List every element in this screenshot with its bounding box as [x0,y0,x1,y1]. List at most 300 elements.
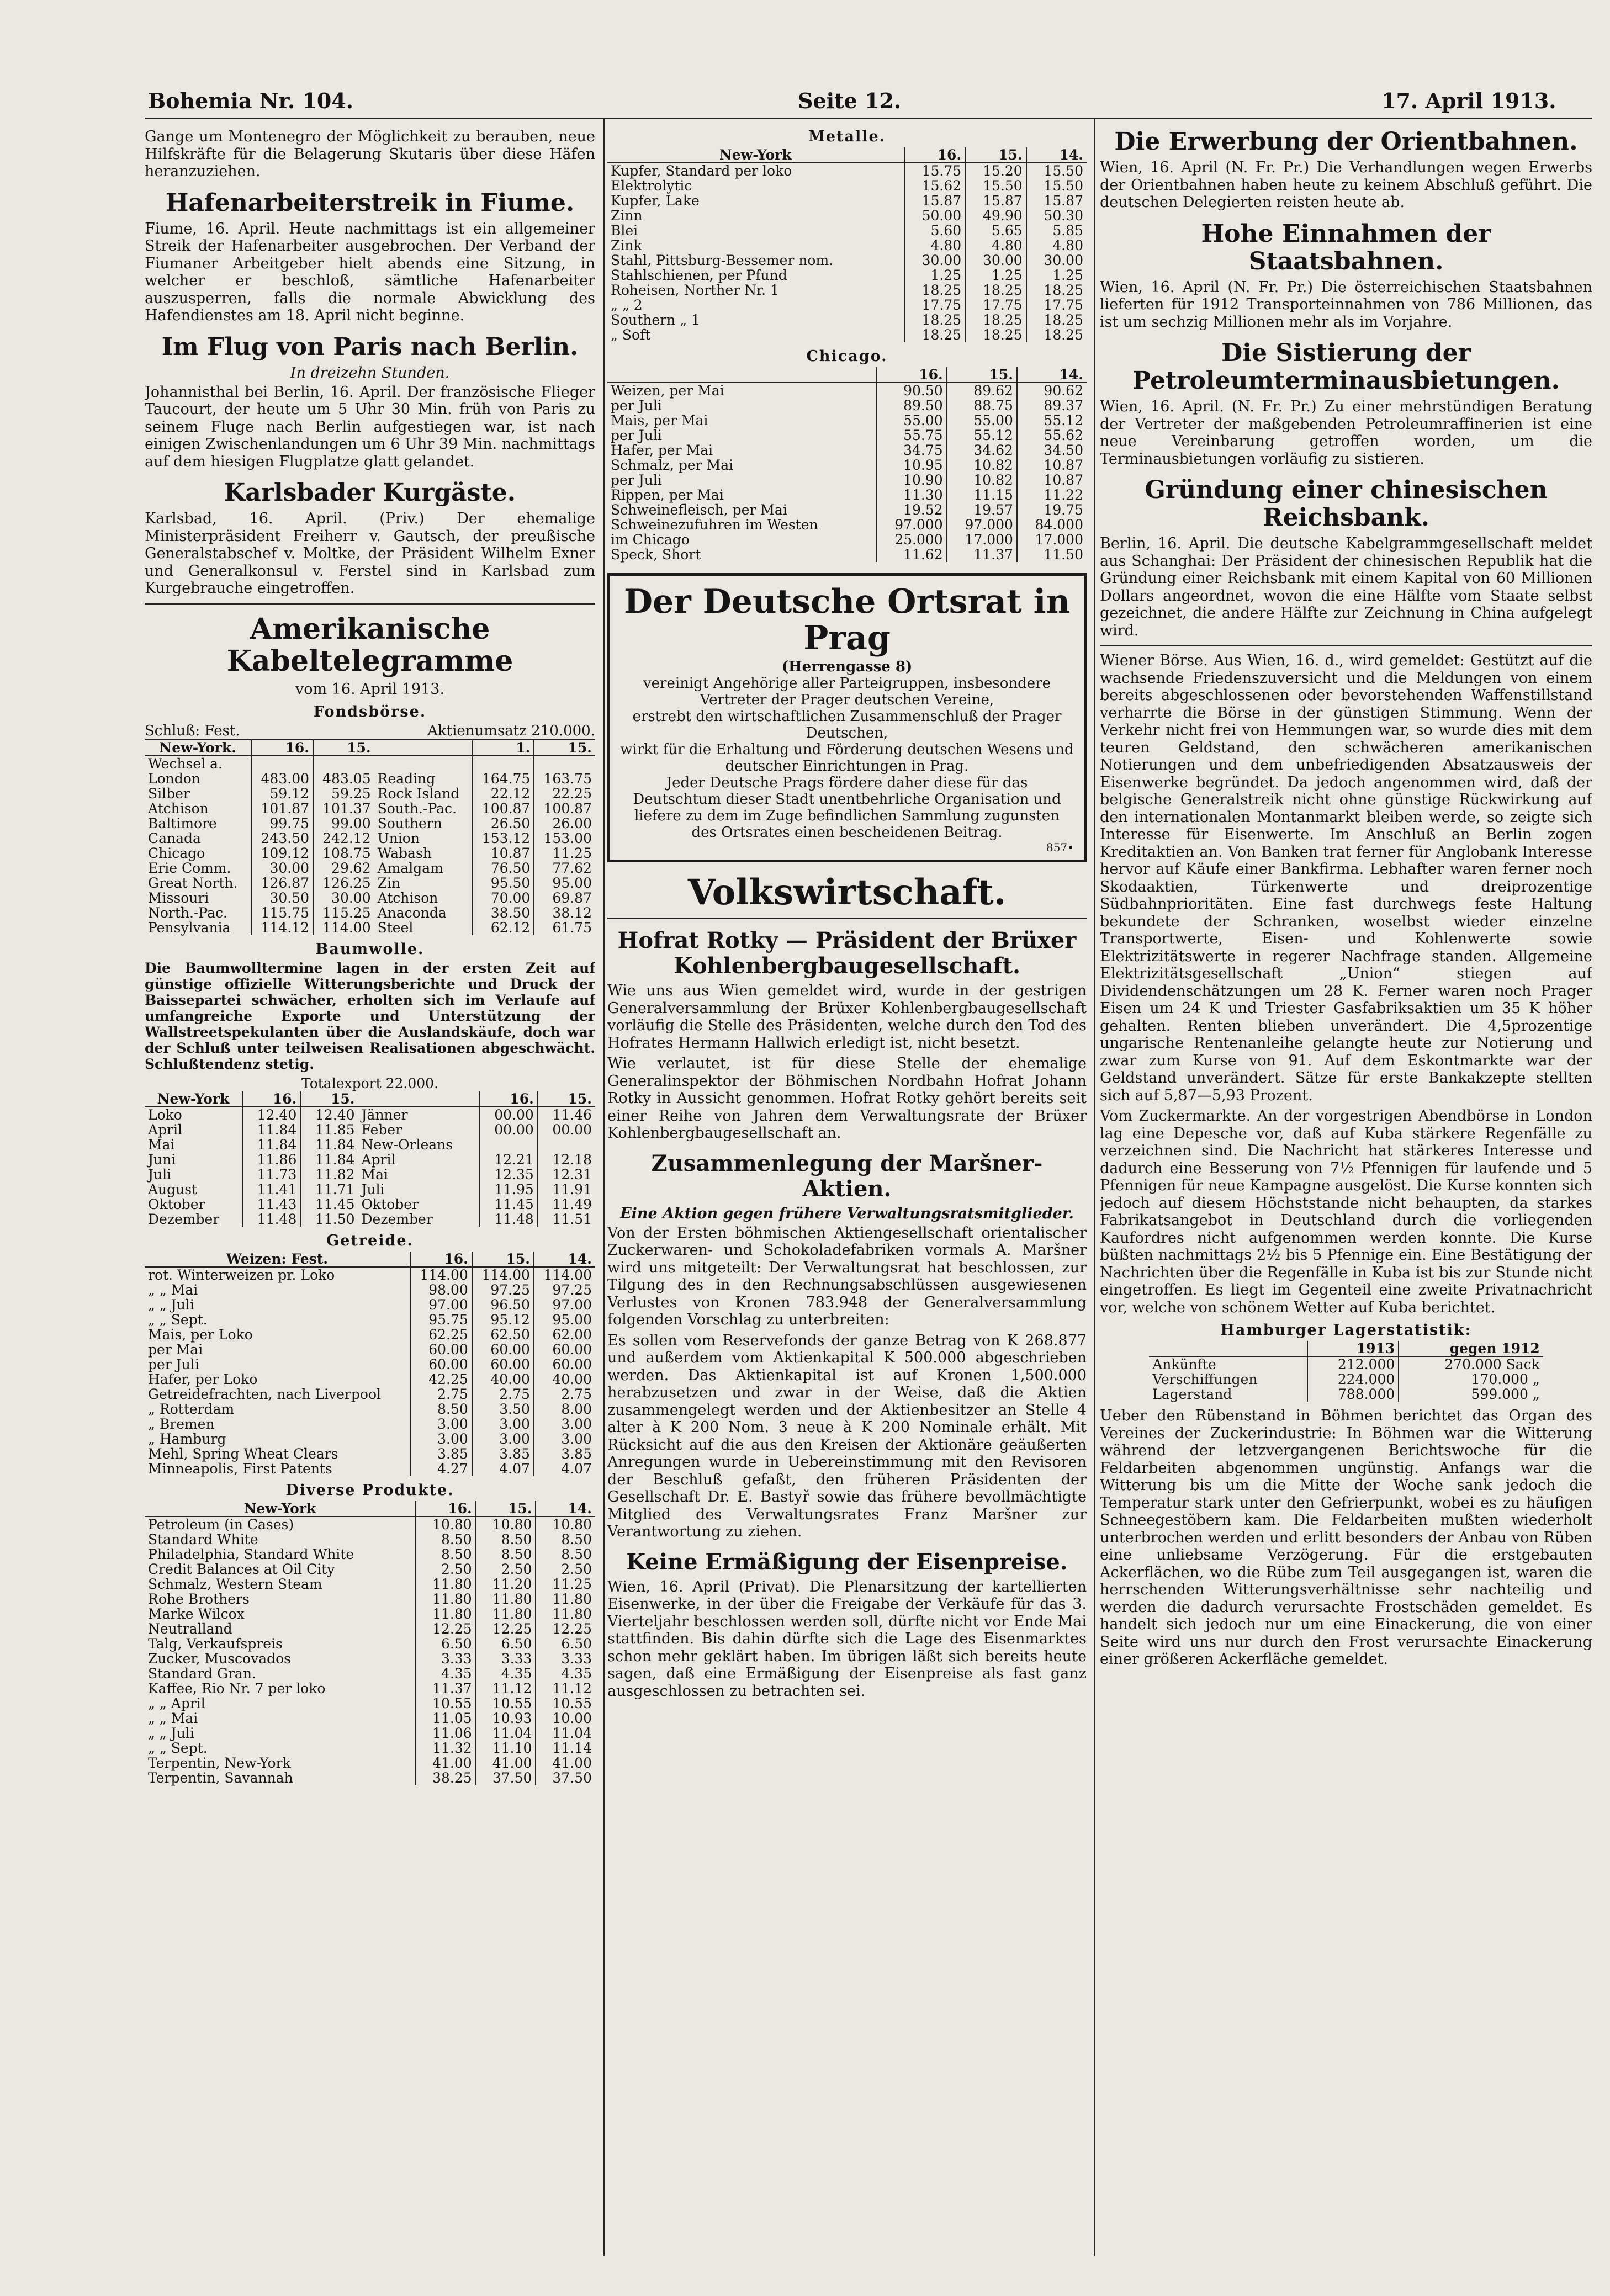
table-cell: 96.50 [472,1297,534,1312]
grain-table [145,1252,595,1476]
table-cell: Philadelphia, Standard White [148,1546,354,1562]
table-cell: 61.75 [534,920,595,935]
article-title-petroleum: Die Sistierung der Petroleumterminausbietungen. [1132,339,1560,395]
article-text-flug: Johannisthal bei Berlin, 16. April. Der französische Flieger Taucourt, der heute um 5 Uhr 30 Min. früh von Paris zu seinem Fluge nach Berlin aufgestiegen war, ist nach einigen Zwischenlandungen um 6 Uhr 39 Min. nachmittags auf dem hiesigen Flugplatze glatt gelandet. [145,383,595,470]
table-row [607,268,1087,283]
table-header-cell: 15. [965,147,1026,163]
table-cell: 12.40 [300,1107,358,1122]
kabel-umsatz: Aktienumsatz 210.000. [427,722,595,739]
table-cell [473,756,534,771]
table-cell: 5.85 [1026,223,1087,238]
table-cell: per Juli [611,472,662,488]
table-cell: 153.00 [534,831,595,846]
table-cell: 30.00 [965,253,1026,268]
table-cell: Schweinezufuhren im Westen [611,517,818,533]
header-rule [145,118,1592,119]
cotton-export: Totalexport 22.000. [301,1075,439,1091]
table-cell: Verschiffungen [1152,1371,1258,1387]
table-row [145,1431,595,1446]
table-cell: 101.37 [313,801,374,816]
section-rule [145,603,595,605]
table-row [145,1267,595,1282]
table-cell: 18.25 [1026,327,1087,342]
table-cell: 59.12 [251,786,313,801]
table-cell: 11.86 [242,1152,300,1167]
table-cell: Mai [361,1166,389,1183]
table-cell: 10.95 [876,458,946,473]
article-title-fiume: Hafenarbeiterstreik in Fiume. [165,188,575,217]
table-cell: 11.48 [242,1212,300,1227]
table-cell: 3.00 [534,1431,595,1446]
table-cell: 3.00 [472,1417,534,1431]
ortsrat-text-4: Jeder Deutsche Prags fördere daher diese für das Deutschtum dieser Stadt unentbehrliche Organisation und liefere zu dem im Zuge befindlichen Sammlung zugunsten des Ortsrates einen bescheidenen Beitrag. [633,775,1061,841]
table-cell: Dezember [361,1211,433,1227]
table-cell: 18.25 [965,283,1026,298]
table-cell: Reading [377,770,436,787]
table-cell: 76.50 [473,861,534,876]
table-cell: 101.87 [251,801,313,816]
table-row [145,1666,595,1681]
table-cell: 15.50 [1026,178,1087,193]
table-row [145,1417,595,1431]
table-cell: Mehl, Spring Wheat Clears [148,1445,338,1462]
table-header-cell: 15. [534,740,595,756]
kabel-date: vom 16. April 1913. [295,680,445,698]
table-header-cell [374,740,473,756]
article-title-reichsbank: Gründung einer chinesischen Reichsbank. [1145,476,1548,532]
table-cell: 26.50 [473,816,534,831]
col3-rule [1100,645,1592,646]
table-row [607,428,1087,443]
table-header-cell: 16. [416,1501,476,1516]
table-cell: 114.12 [251,920,313,935]
table-row [145,831,595,846]
table-cell: 3.33 [416,1651,476,1666]
table-cell: 15.87 [1026,193,1087,208]
article-title-marsner: Zusammenlegung der Maršner-Aktien. [651,1150,1043,1202]
table-header-cell: 15. [472,1252,534,1267]
table-cell: „ Bremen [148,1415,215,1432]
table-cell: 40.00 [472,1372,534,1387]
table-cell: rot. Winterweizen pr. Loko [148,1266,335,1283]
header-center: Seite 12. [798,88,902,113]
table-cell: 8.50 [410,1402,472,1417]
column-1 [145,128,595,2265]
table-row [607,163,1087,178]
table-cell: 11.37 [416,1681,476,1696]
stocks-table [145,740,595,935]
table-row [145,1107,595,1122]
table-cell: 55.00 [947,413,1017,428]
table-cell: 163.75 [534,771,595,786]
article-text-staatsbahnen: Wien, 16. April (N. Fr. Pr.) Die österreichischen Staatsbahnen lieferten für 1912 Transporteinnahmen von 786 Millionen, das ist um sechzig Millionen mehr als im Vorjahre. [1100,278,1592,331]
table-cell: 12.31 [538,1167,595,1182]
table-cell: Rock Island [377,785,460,802]
table-cell: 4.07 [534,1461,595,1476]
table-cell: Chicago [148,845,205,861]
table-cell: Rippen, per Mai [611,487,724,503]
table-cell: 90.62 [1017,383,1087,398]
div-title: Diverse Produkte. [285,1481,454,1499]
table-row [145,1446,595,1461]
table-cell: 12.25 [476,1621,536,1636]
table-header-cell: New-York. [145,740,251,756]
table-row [607,398,1087,413]
table-cell: 8.50 [536,1532,595,1547]
table-cell: 97.00 [534,1297,595,1312]
table-cell: Canada [148,830,201,846]
column-rule-1 [603,119,605,2256]
table-cell: Anaconda [377,904,447,921]
table-cell: 99.00 [313,816,374,831]
table-row [145,1562,595,1577]
table-cell: 10.93 [476,1711,536,1726]
table-row [145,801,595,816]
table-header-cell [1149,1341,1307,1356]
table-cell: „ „ April [148,1695,205,1711]
table-row [607,283,1087,298]
table-header-cell: 15. [300,1091,358,1107]
table-row [607,487,1087,502]
table-cell: 11.05 [416,1711,476,1726]
table-cell: „ Soft [611,327,651,343]
table-cell: 10.00 [536,1711,595,1726]
table-cell: Rohe Brothers [148,1590,250,1607]
col1-intro: Gange um Montenegro der Möglichkeit zu berauben, neue Hilfskräfte für die Belagerung Skutaris über diese Häfen heranzuziehen. [145,128,595,180]
table-cell: 4.07 [472,1461,534,1476]
table-cell: Zinn [611,208,643,224]
table-cell: 15.50 [965,178,1026,193]
table-cell: Credit Balances at Oil City [148,1561,335,1577]
table-cell: per Juli [611,397,662,413]
table-cell: 6.50 [476,1636,536,1651]
table-cell: 11.50 [1017,547,1087,562]
table-row [607,238,1087,253]
table-cell: 90.50 [876,383,946,398]
article-subtitle-marsner: Eine Aktion gegen frühere Verwaltungsratsmitglieder. [620,1205,1074,1222]
table-cell: 15.87 [904,193,966,208]
table-cell: Mais, per Loko [148,1326,253,1343]
table-cell: 8.50 [476,1532,536,1547]
table-cell: 19.52 [876,502,946,517]
table-cell: 6.50 [536,1636,595,1651]
table-cell: 788.000 [1307,1387,1399,1402]
table-cell: 11.41 [242,1182,300,1197]
table-cell: 8.00 [534,1402,595,1417]
table-cell: 37.50 [536,1770,595,1785]
table-cell: Weizen, per Mai [611,383,724,399]
table-cell: 60.00 [472,1357,534,1372]
table-cell: „ „ Juli [148,1296,194,1313]
table-cell: Mais, per Mai [611,412,708,428]
article-title-karlsbad: Karlsbader Kurgäste. [224,479,516,507]
table-header-cell: 1913 [1307,1341,1399,1356]
table-cell [374,756,473,771]
table-cell: Schmalz, per Mai [611,457,734,473]
table-cell: 6.50 [416,1636,476,1651]
chicago-table [607,367,1087,562]
table-row [607,473,1087,487]
table-row [145,1547,595,1562]
table-cell [479,1137,537,1152]
table-cell: 114.00 [410,1267,472,1282]
table-cell: 15.50 [1026,163,1087,178]
table-cell: 3.50 [472,1402,534,1417]
table-cell: 126.25 [313,876,374,890]
table-row [145,1711,595,1726]
table-cell: 19.57 [947,502,1017,517]
table-row [145,1327,595,1342]
table-cell: London [148,770,200,787]
table-cell: Terpentin, Savannah [148,1769,293,1786]
table-row [145,1402,595,1417]
table-row [607,223,1087,238]
table-cell: 30.00 [251,861,313,876]
table-cell: 18.25 [904,312,966,327]
table-cell: 11.04 [536,1726,595,1741]
table-header-cell: 15. [947,367,1017,383]
table-cell: 97.000 [876,517,946,532]
table-cell: 3.00 [410,1417,472,1431]
table-cell: 59.25 [313,786,374,801]
table-cell: Hafer, per Mai [611,442,713,458]
table-cell: 100.87 [473,801,534,816]
table-header-cell: 16. [251,740,313,756]
table-cell: 3.00 [472,1431,534,1446]
table-row [145,1342,595,1357]
table-cell: 2.75 [534,1387,595,1402]
article-text-karlsbad: Karlsbad, 16. April. (Priv.) Der ehemalige Ministerpräsident Freiherr v. Gautsch, der preußische Generalstabschef v. Moltke, der Präsident Wilhelm Exner und Generalkonsul v. Ferstel sind in Karlsbad zum Kurgebrauche eingetroffen. [145,510,595,597]
table-cell: 8.50 [476,1547,536,1562]
chicago-title: Chicago. [806,348,888,365]
hamburg-table [1149,1341,1543,1402]
table-cell: 19.75 [1017,502,1087,517]
table-cell: Southern [377,815,442,831]
table-cell: 3.85 [410,1446,472,1461]
table-cell: 11.85 [300,1122,358,1137]
table-row [145,1741,595,1756]
table-cell: 38.12 [534,905,595,920]
table-row [607,193,1087,208]
table-cell: 11.45 [479,1197,537,1212]
table-cell: 4.27 [410,1461,472,1476]
table-cell: Petroleum (in Cases) [148,1516,294,1533]
table-row [145,1516,595,1532]
table-cell: 11.32 [416,1741,476,1756]
ortsrat-sub: (Herrengasse 8) [781,659,913,675]
table-cell: 49.90 [965,208,1026,223]
article-text-rotky-1: Wie uns aus Wien gemeldet wird, wurde in der gestrigen Generalversammlung der Brüxer Kohlenbergbaugesellschaft vorläufig die Stelle des Präsidenten, welche durch den Tod des Hofrates Hermann Hallwich erledigt ist, nicht besetzt. [607,982,1087,1052]
table-cell: 11.12 [476,1681,536,1696]
table-cell: 1.25 [965,268,1026,283]
table-cell: Minneapolis, First Patents [148,1460,332,1477]
table-row [145,1726,595,1741]
table-cell: Juli [361,1181,385,1197]
cotton-title: Baumwolle. [315,940,425,958]
table-cell: 1.25 [904,268,966,283]
table-cell: 55.62 [1017,428,1087,443]
table-header-cell: 16. [479,1091,537,1107]
table-cell: 10.87 [1017,473,1087,487]
table-cell: Erie Comm. [148,860,231,876]
table-header-cell: 16. [242,1091,300,1107]
table-cell: 34.75 [876,443,946,458]
table-cell: 15.20 [965,163,1026,178]
table-cell: Dezember [148,1211,220,1227]
table-cell: 8.50 [416,1547,476,1562]
table-cell: 95.00 [534,1312,595,1327]
ortsrat-text-1: vereinigt Angehörige aller Parteigruppen, insbesondere Vertreter der Prager deutschen Vereine, [643,675,1051,708]
table-cell: 11.04 [476,1726,536,1741]
table-cell: 115.75 [251,905,313,920]
table-cell: 38.50 [473,905,534,920]
table-cell: 30.00 [1026,253,1087,268]
table-cell: Standard Gran. [148,1665,256,1682]
table-cell: Elektrolytic [611,178,692,194]
table-cell: 11.43 [242,1197,300,1212]
table-cell: 11.06 [416,1726,476,1741]
table-cell: 11.50 [300,1212,358,1227]
table-cell: 12.18 [538,1152,595,1167]
div-table [145,1501,595,1785]
table-header-cell: 15. [476,1501,536,1516]
table-cell: 10.55 [416,1696,476,1711]
table-cell: 224.000 [1307,1372,1399,1387]
table-row [145,1182,595,1197]
table-cell: Neutralland [148,1620,232,1637]
table-row [145,786,595,801]
table-header-cell: 15. [313,740,374,756]
table-cell: 2.75 [410,1387,472,1402]
table-cell: 18.25 [965,327,1026,342]
table-cell: 109.12 [251,846,313,861]
table-cell: Speck, Short [611,547,701,563]
table-row [145,1167,595,1182]
table-cell: 17.75 [965,298,1026,312]
table-cell: 30.00 [313,890,374,905]
table-cell: Zucker, Muscovados [148,1650,292,1667]
table-cell: 4.35 [536,1666,595,1681]
table-row [145,1357,595,1372]
table-cell: Schmalz, Western Steam [148,1576,322,1592]
ortsrat-text-3: wirkt für die Erhaltung und Förderung deutschen Wesens und deutscher Einrichtungen in Prag. [620,741,1074,775]
table-cell: 89.37 [1017,398,1087,413]
table-cell: 11.84 [300,1137,358,1152]
table-cell: 95.50 [473,876,534,890]
table-row [145,1696,595,1711]
table-cell: 108.75 [313,846,374,861]
table-row [607,208,1087,223]
table-cell: Juli [148,1166,172,1183]
table-cell: 18.25 [1026,283,1087,298]
table-cell: 29.62 [313,861,374,876]
table-cell: Silber [148,785,190,802]
table-cell: Talg, Verkaufspreis [148,1635,283,1652]
table-cell: 2.50 [416,1562,476,1577]
table-cell: 10.80 [536,1516,595,1532]
table-header-cell: 16. [904,147,966,163]
table-cell: per Juli [148,1356,199,1372]
table-cell: im Chicago [611,532,690,548]
table-cell: 4.80 [1026,238,1087,253]
table-cell: 11.45 [300,1197,358,1212]
table-cell: 114.00 [534,1267,595,1282]
table-cell: 170.000 „ [1399,1372,1543,1387]
table-row [607,413,1087,428]
table-row [145,876,595,890]
table-cell: 4.80 [904,238,966,253]
article-text-wiener-boerse: Wiener Börse. Aus Wien, 16. d., wird gemeldet: Gestützt auf die wachsende Friedenszuversicht und die Meldungen von einem bereits abgeschlossenen oder bevorstehenden Waffenstillstand verharrte die Börse in der günstigen Stimmung. Wenn der Verkehr nicht frei von Hemmungen war, so wurde dies mit dem teuren Geldstand, den schwächeren amerikanischen Notierungen und dem unbefriedigenden Absatzausweis der Eisenwerke begründet. Da jedoch angenommen wird, daß der belgische Generalstreik nicht ohne günstige Rückwirkung auf den internationalen Montanmarkt bleiben werde, so zeigte sich Interesse für Eisenwerte. Im Anschluß an Berlin zogen Kreditaktien an. Von Banken trat ferner für Anglobank Interesse hervor auf Käufe einer Bankfirma. Lebhafter waren ferner noch Skodaaktien, Türkenwerte und dreiprozentige Südbahnprioritäten. Eine fast durchwegs feste Haltung bekundete der Schranken, woselbst wieder einzelne Transportwerte, Eisen- und Kohlenwerte sowie Elektrizitätswerte in regerer Nachfrage standen. Allgemeine Elektrizitätsgesellschaft „Union“ stiegen auf Dividendenschätzungen um 28 K. Ferner waren noch Prager Eisen um 24 K und Triester Gasfabriksaktien um 35 K höher gehalten. Renten blieben unverändert. Die 4,5prozentige ungarische Rentenanleihe gelangte heute zur Notierung und zwar zum Kurse von 91. Auf dem Eskontmarkte war der Geldstand unverändert. Sätze für erste Bankakzepte stellten sich auf 5,87—5,93 Prozent. [1100,652,1592,1104]
table-cell: 11.25 [536,1577,595,1592]
table-header-cell: 14. [536,1501,595,1516]
table-cell: 89.50 [876,398,946,413]
table-row [145,920,595,935]
table-cell: New-Orleans [361,1136,453,1153]
table-cell: 12.21 [479,1152,537,1167]
table-row [607,502,1087,517]
table-cell: 4.35 [416,1666,476,1681]
table-cell: 11.51 [538,1212,595,1227]
table-cell: Roheisen, Norther Nr. 1 [611,282,779,298]
table-cell: Steel [377,919,414,936]
table-cell: 30.50 [251,890,313,905]
table-cell: 18.25 [965,312,1026,327]
kabel-schluss: Schluß: Fest. [145,722,240,739]
article-title-orientbahnen: Die Erwerbung der Orientbahnen. [1114,128,1578,156]
table-cell: 12.35 [479,1167,537,1182]
table-cell: 15.75 [904,163,966,178]
table-cell [534,756,595,771]
table-cell: 97.000 [947,517,1017,532]
table-cell: 11.30 [876,487,946,502]
table-cell: 55.12 [1017,413,1087,428]
table-cell: 17.75 [1026,298,1087,312]
table-header-cell [358,1091,480,1107]
table-cell: 60.00 [410,1342,472,1357]
table-cell: Marke Wilcox [148,1605,245,1622]
table-cell: 26.00 [534,816,595,831]
table-row [145,1651,595,1666]
table-header-cell [607,367,876,383]
table-cell: 10.55 [536,1696,595,1711]
table-cell: Getreidefrachten, nach Liverpool [148,1386,382,1402]
table-cell: Hafer, per Loko [148,1371,258,1387]
table-row [145,1372,595,1387]
table-cell: 00.00 [538,1122,595,1137]
table-cell: per Juli [611,427,662,443]
table-row [145,816,595,831]
table-cell: 62.12 [473,920,534,935]
table-cell: 55.12 [947,428,1017,443]
column-3 [1100,128,1592,2265]
table-cell: 50.00 [904,208,966,223]
table-cell: Kupfer, Standard per loko [611,163,792,179]
table-cell: 99.75 [251,816,313,831]
table-cell: 11.25 [534,846,595,861]
table-row [145,1577,595,1592]
table-header-cell: 15. [538,1091,595,1107]
table-cell: 11.84 [242,1122,300,1137]
table-cell: 84.000 [1017,517,1087,532]
table-cell: 11.80 [536,1606,595,1621]
table-row [145,1532,595,1547]
ortsrat-text-2: erstrebt den wirtschaftlichen Zusammenschluß der Prager Deutschen, [632,708,1062,741]
table-cell: 483.00 [251,771,313,786]
table-cell: 11.73 [242,1167,300,1182]
table-header-cell: 16. [876,367,946,383]
table-cell: 11.80 [476,1592,536,1606]
article-text-ruebenstand: Ueber den Rübenstand in Böhmen berichtet das Organ des Vereines der Zuckerindustrie: In Böhmen war die Witterung während der letzvergangenen Berichtswoche für die Feldarbeiten abgenommen ungünstig. Anfangs war die Witterung bis um die Mitte der Woche sank jedoch die Temperatur stark unter den Gefrierpunkt, wobei es zu häufigen Schneegestöbern kam. Die Feldarbeiten mußten wiederholt unterbrochen werden und erlitt besonders der Anbau von Rüben eine unliebsame Verzögerung. Für die erstgebauten Ackerflächen, wo die Rübe zum Teil ausgegangen ist, waren die herrschenden Witterungsverhältnisse sehr nachteilig und werden die dadurch verursachte Frostschäden gemeldet. Es handelt sich jedoch nur um eine Einackerung, die von einer Seite wird uns nur durch den Frost verursachte Einackerung einer größeren Ackerfläche gemeldet. [1100,1407,1592,1668]
